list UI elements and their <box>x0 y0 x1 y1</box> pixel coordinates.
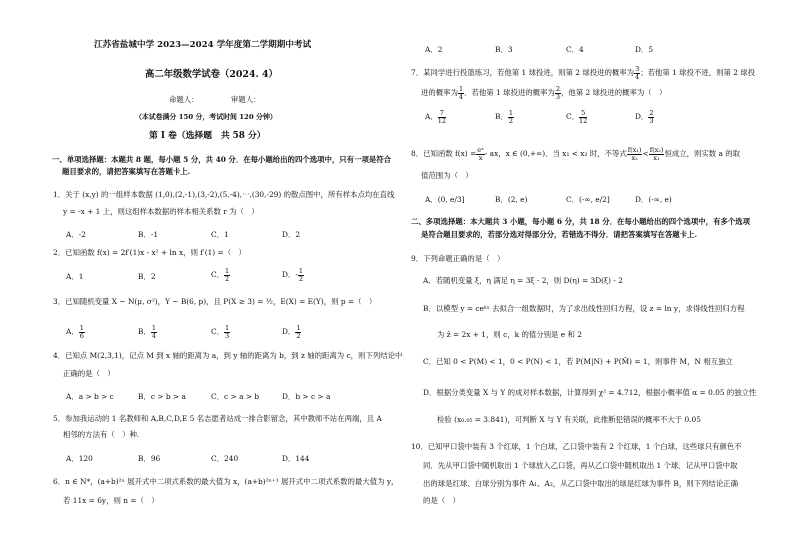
q10-line3: 出的球是红球、白球分别为事件 A₁、A₂，从乙口袋中取出的球是红球为事件 B，则下列结论正确 <box>423 479 738 488</box>
q9-option-d-line1: D．根据分类变量 X 与 Y 的成对样本数据，计算得到 χ² = 4.712，根据小概率值 α = 0.05 的独立性 <box>423 388 757 397</box>
q2-option-c: C． $\frac{1}{2}$ <box>211 267 230 283</box>
q5-line2: 相邻的方法有（ ）种. <box>63 430 140 439</box>
q6-line2: 若 11x = 6y，则 n =（ ） <box>63 496 159 505</box>
q3-option-c: C． $\frac{1}{3}$ <box>211 324 230 340</box>
q8-frac-ex-x: $\frac{\text{eˣ}}{x}$ <box>477 146 484 162</box>
q4-option-a: A．a > b > c <box>66 392 114 401</box>
q5-option-c: C．240 <box>211 454 239 463</box>
part-one-title: 第 I 卷（选择题 共 58 分） <box>149 131 266 141</box>
q4-option-b: B．c > b > a <box>138 392 186 401</box>
q8-line1: 8．已知函数 f(x) = $\frac{\text{eˣ}}{x}$ - ax，x ∈ (0,+∞)．当 x₁ < x₂ 时，不等式 $\frac{\text{f(x₁)}}{\text{x₂}}$ < $\frac{\text{f(x₂)}}{\text{x₁}}$ 恒成立，则实数 a 的取 <box>411 146 741 162</box>
q9-option-b-line2: 为 ẑ = 2x + 1，则 c，k 的值分别是 e 和 2 <box>437 330 582 339</box>
q7-frac-1-4: $\frac{1}{4}$ <box>458 85 464 101</box>
section1-heading-line2: 题目要求的，请把答案填写在答题卡上. <box>62 167 191 176</box>
q5-option-d: D．144 <box>282 454 310 463</box>
q10-line1: 10．已知甲口袋中装有 3 个红球，1 个白球，乙口袋中装有 2 个红球，1 个白球，这些球只有颜色不 <box>411 442 742 451</box>
exam-title: 江苏省盐城中学 2023—2024 学年度第二学期期中考试 <box>94 40 312 50</box>
q4-line2: 正确的是（ ） <box>63 369 115 378</box>
q7-option-b: B． $\frac{1}{2}$ <box>495 109 513 125</box>
q10-line2: 同．先从甲口袋中随机取出 1 个球放入乙口袋，再从乙口袋中随机取出 1 个球．记从甲口袋中取 <box>423 461 738 470</box>
section1-heading-line1: 一、单项选择题：本题共 8 题，每小题 5 分，共 40 分．在每小题给出的四个选项中，只有一项是符合 <box>52 155 392 164</box>
q5-line1: 5．参加我运动的 1 名教师和 A,B,C,D,E 5 名志愿者站成一排合影留念，其中教师不站在两端，且 A <box>53 414 382 423</box>
q7-line1: 7．某同学进行投篮练习，若他第 1 球投进，则第 2 球投进的概率为 $\frac{3}{4}$ ；若他第 1 球投不进，则第 2 球投 <box>411 65 756 81</box>
q1-option-d: D．2 <box>282 230 301 239</box>
q5-option-b: B．96 <box>138 454 161 463</box>
q9-option-d-line2: 检验 (x₀.₀₅ = 3.841)，可判断 X 与 Y 有关联，此推断犯错误的概率不大于 0.05 <box>437 415 701 424</box>
q3-option-d: D． $\frac{1}{2}$ <box>282 324 301 340</box>
q1-line2: y = -x + 1 上，则这组样本数据的样本相关系数 r 为（ ） <box>63 207 259 216</box>
q2-line1: 2．已知函数 f(x) = 2f′(1)x - x² + ln x，则 f′(1) =（ ） <box>53 248 246 257</box>
q4-option-d: D．b > c > a <box>282 392 331 401</box>
q6-option-d: D．5 <box>635 45 654 54</box>
q9-option-c: C．已知 0 < P(M) < 1，0 < P(N) < 1，若 P(M|N) + P(M̄) = 1，则事件 M，N 相互独立 <box>423 357 733 366</box>
q2-option-d: D．- $\frac{1}{2}$ <box>282 267 303 283</box>
q1-option-b: B．-1 <box>138 230 159 239</box>
q4-option-c: C．c > a > b <box>211 392 260 401</box>
q2-option-b: B．2 <box>138 272 156 281</box>
q9-option-a: A．若随机变量 ξ，η 满足 η = 3ξ - 2，则 D(η) = 3D(ξ) - 2 <box>423 276 623 285</box>
q8-option-d: D．(-∞, e) <box>635 195 672 204</box>
q2-option-a: A．1 <box>66 272 84 281</box>
section2-heading-line1: 二、多项选择题：本大题共 3 小题，每小题 6 分，共 18 分．在每小题给出的四个选项中，有多个选项 <box>411 217 751 226</box>
q1-option-c: C．1 <box>211 230 229 239</box>
q8-option-b: B．(2, e) <box>495 195 528 204</box>
q1-option-a: A．-2 <box>66 230 86 239</box>
reviewer-label: 审题人： <box>231 95 261 104</box>
q8-option-a: A．(0, e/3] <box>425 195 465 204</box>
q7-frac-2-3: $\frac{2}{3}$ <box>555 85 560 101</box>
q7-frac-3-4: $\frac{3}{4}$ <box>635 65 640 81</box>
q8-frac-fx2-x1: $\frac{\text{f(x₂)}}{\text{x₁}}$ <box>649 146 664 162</box>
q3-option-b: B． $\frac{1}{4}$ <box>138 324 156 340</box>
q7-option-c: C． $\frac{5}{12}$ <box>566 109 588 125</box>
q6-line1: 6．n ∈ N*，(a+b)²ⁿ 展开式中二项式系数的最大值为 x，(a+b)²ⁿ⁺¹ 展开式中二项式系数的最大值为 y， <box>53 477 399 486</box>
q7-line2: 进的概率为 $\frac{1}{4}$ ．若他第 1 球投进的概率为 $\frac{2}{3}$ ，他第 2 球投进的概率为（ ） <box>421 85 667 101</box>
section2-heading-line2: 是符合题目要求的，若部分选对得部分分，若错选不得分．请把答案填写在答题卡上. <box>421 230 698 239</box>
q10-line4: 的是（ ） <box>423 496 460 505</box>
q6-option-a: A．2 <box>425 45 443 54</box>
q1-line1: 1．关于 (x,y) 的一组样本数据 (1,0),(2,-1),(3,-2),(5,-4),⋯,(30,-29) 的散点图中，所有样本点均在直线 <box>53 190 395 199</box>
q3-line1: 3．已知随机变量 X ~ N(μ, σ²)，Y ~ B(6, p)，且 P(X ≥ 3) = ½，E(X) = E(Y)，则 p =（ ） <box>53 297 377 306</box>
q8-line2: 值范围为（ ） <box>421 171 473 180</box>
q7-option-a: A． $\frac{7}{12}$ <box>425 109 447 125</box>
q6-option-c: C．4 <box>566 45 584 54</box>
q6-option-b: B．3 <box>495 45 513 54</box>
q7-option-d: D． $\frac{2}{3}$ <box>635 109 654 125</box>
exam-subtitle: 高二年级数学试卷（2024. 4） <box>145 69 278 80</box>
q4-line1: 4．已知点 M(2,3,1)，记点 M 到 x 轴的距离为 a，到 y 轴的距离为 b，到 z 轴的距离为 c，则下列结论中 <box>53 351 403 360</box>
q9-stem: 9．下列命题正确的是（ ） <box>411 254 505 263</box>
q3-option-a: A． $\frac{1}{6}$ <box>66 324 84 340</box>
q9-option-b-line1: B．以模型 y = ceᵏˣ 去拟合一组数据时，为了求出线性回归方程，设 z = ln y，求得线性回归方程 <box>423 304 745 313</box>
right-column <box>403 0 794 550</box>
q8-frac-fx1-x2: $\frac{\text{f(x₁)}}{\text{x₂}}$ <box>627 146 642 162</box>
q5-option-a: A．120 <box>66 454 93 463</box>
q8-option-c: C．(-∞, e/2] <box>566 195 610 204</box>
author-label: 命题人： <box>169 95 199 104</box>
exam-note: （本试卷满分 150 分，考试时间 120 分钟） <box>135 113 277 121</box>
